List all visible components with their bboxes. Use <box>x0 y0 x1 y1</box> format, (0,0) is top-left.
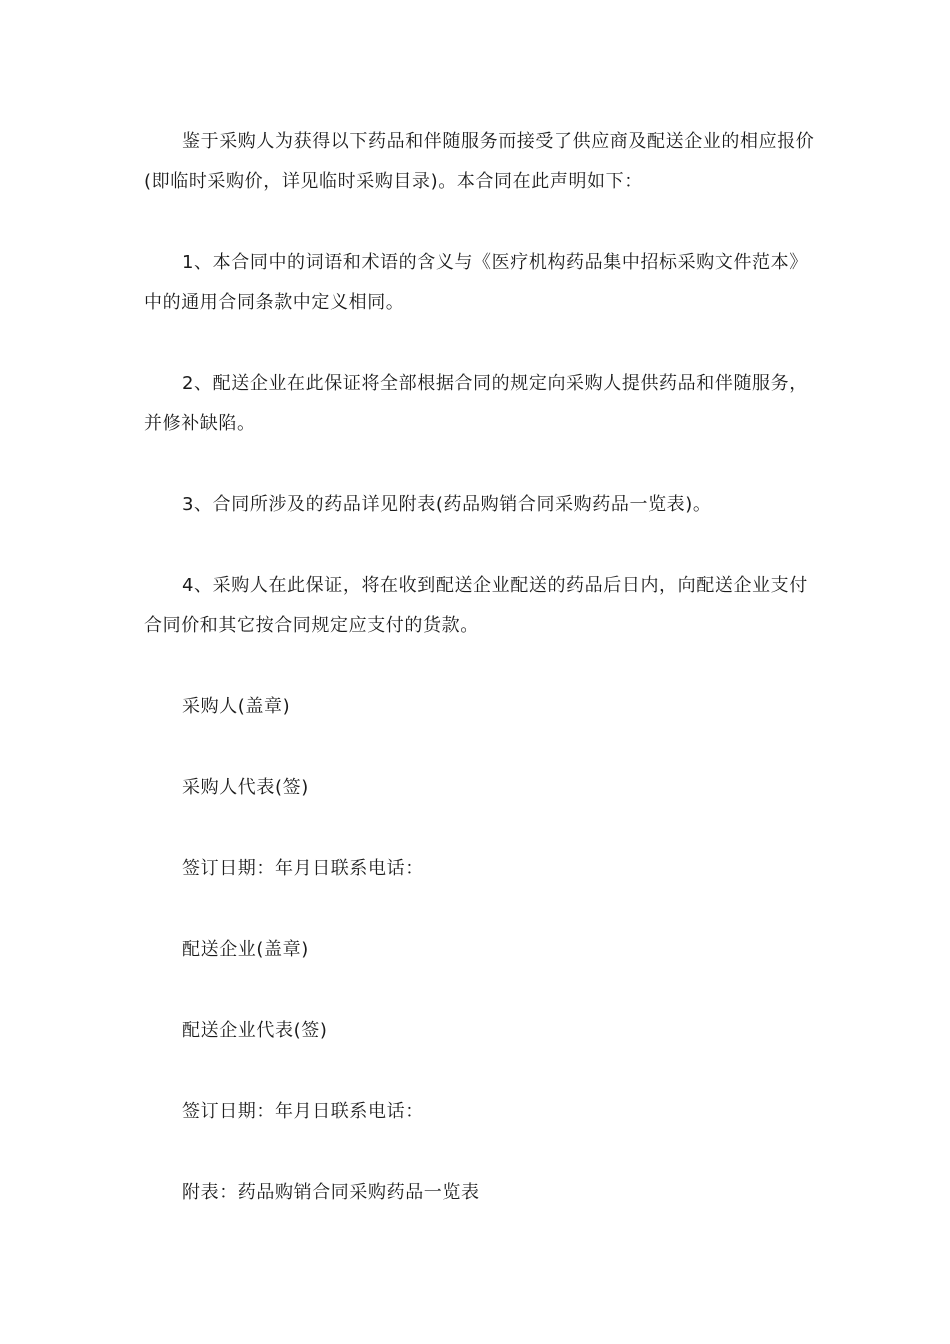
attachment-line: 附表：药品购销合同采购药品一览表 <box>182 1182 480 1203</box>
distributor-sign-date-line: 签订日期：年月日联系电话： <box>182 1101 424 1122</box>
clause-2-paragraph: 2、配送企业在此保证将全部根据合同的规定向采购人提供药品和伴随服务，并修补缺陷。 <box>144 373 808 434</box>
distributor-seal-line: 配送企业(盖章) <box>182 939 309 960</box>
clause-4-paragraph: 4、采购人在此保证，将在收到配送企业配送的药品后日内，向配送企业支付合同价和其它按合同规定应支付的货款。 <box>144 575 808 636</box>
preamble-paragraph: 鉴于采购人为获得以下药品和伴随服务而接受了供应商及配送企业的相应报价(即临时采购价，详见临时采购目录)。本合同在此声明如下： <box>144 131 815 192</box>
document-body <box>144 122 816 1254</box>
clause-1-paragraph: 1、本合同中的词语和术语的含义与《医疗机构药品集中招标采购文件范本》中的通用合同条款中定义相同。 <box>144 252 808 313</box>
purchaser-seal-line: 采购人(盖章) <box>182 696 291 717</box>
purchaser-representative-line: 采购人代表(签) <box>182 777 309 798</box>
clause-3-paragraph: 3、合同所涉及的药品详见附表(药品购销合同采购药品一览表)。 <box>182 494 712 515</box>
distributor-representative-line: 配送企业代表(签) <box>182 1020 328 1041</box>
purchaser-sign-date-line: 签订日期：年月日联系电话： <box>182 858 424 879</box>
